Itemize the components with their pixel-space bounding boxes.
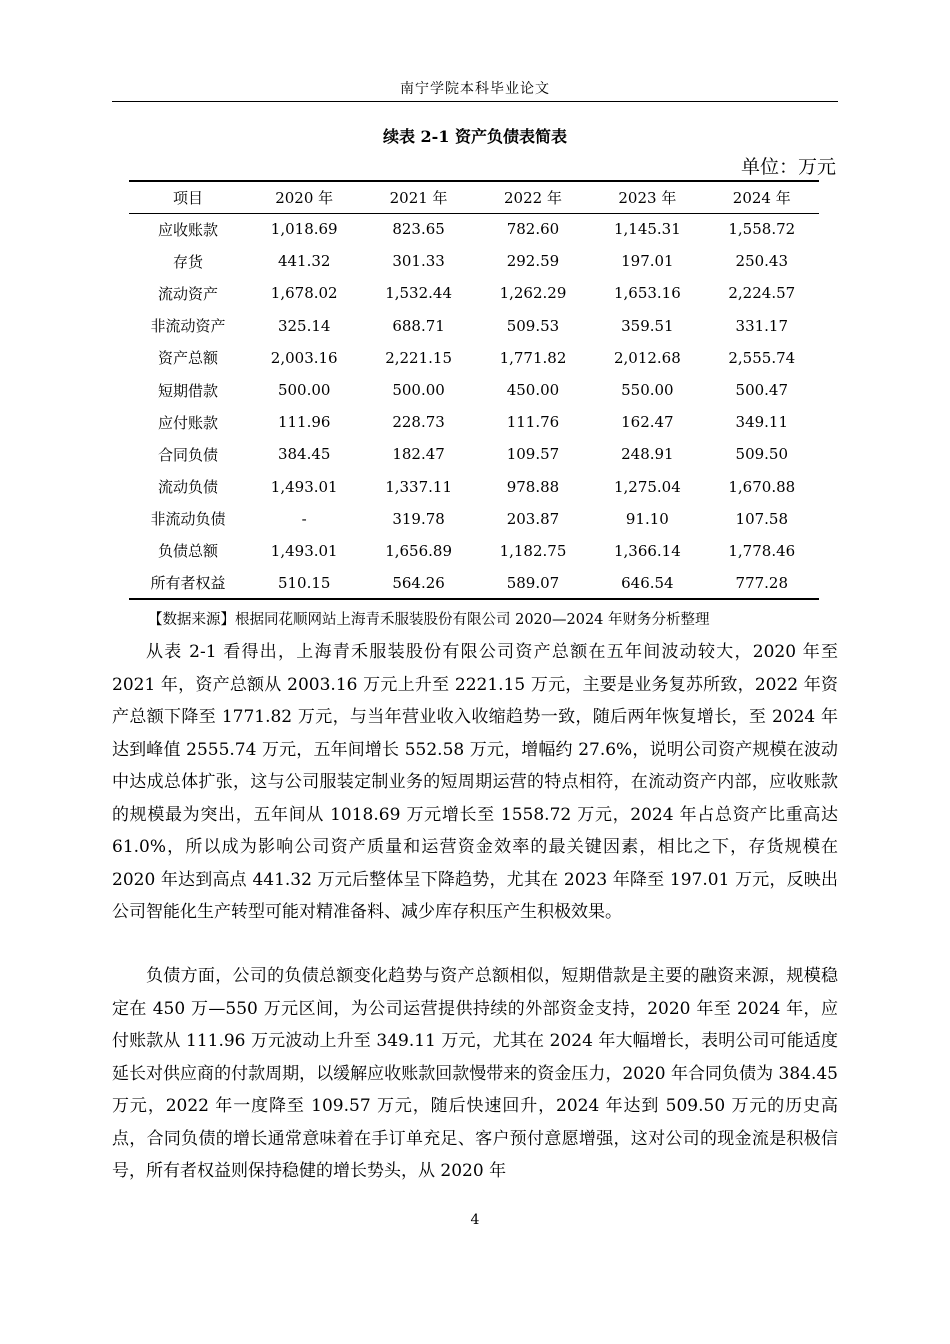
table-unit: 单位：万元 [740, 156, 836, 178]
column-header: 2022 年 [476, 181, 590, 213]
table-row [129, 567, 819, 599]
value-cell: 111.96 [277, 413, 331, 432]
value-cell: 250.43 [735, 252, 789, 271]
column-header: 2021 年 [361, 181, 475, 213]
page-number: 4 [470, 1212, 480, 1228]
value-cell: 319.78 [392, 509, 445, 528]
value-cell: 450.00 [506, 381, 560, 400]
column-header: 项目 [129, 181, 247, 213]
value-cell: 301.33 [392, 252, 445, 271]
value-cell: 2,555.74 [728, 348, 796, 367]
value-cell: 1,653.16 [613, 284, 681, 303]
value-cell: 500.47 [735, 381, 789, 400]
table-row [129, 213, 819, 245]
row-label-cell: 非流动负债 [150, 510, 226, 529]
value-cell: 823.65 [392, 220, 445, 239]
value-cell: 331.17 [735, 316, 789, 335]
value-cell: 1,182.75 [499, 541, 567, 560]
value-cell: 1,018.69 [270, 220, 338, 239]
table-row [129, 471, 819, 503]
value-cell: 978.88 [506, 477, 560, 496]
value-cell: 1,145.31 [613, 220, 681, 239]
value-cell: 509.53 [506, 316, 560, 335]
value-cell: 182.47 [392, 445, 445, 464]
value-cell: 510.15 [247, 567, 361, 599]
value-cell: 109.57 [506, 445, 560, 464]
value-cell: 1,275.04 [613, 477, 681, 496]
value-cell: 1,337.11 [385, 477, 452, 496]
table-title: 续表 2-1 资产负债表简表 [382, 127, 568, 146]
table-row [129, 374, 819, 406]
value-cell: 777.28 [705, 567, 819, 599]
value-cell: - [301, 509, 307, 528]
value-cell: 107.58 [735, 509, 789, 528]
value-cell: 688.71 [392, 316, 445, 335]
row-label-cell: 流动负债 [157, 478, 218, 497]
value-cell: 1,678.02 [270, 284, 338, 303]
value-cell: 1,493.01 [270, 477, 338, 496]
value-cell: 1,558.72 [728, 220, 796, 239]
value-cell: 91.10 [625, 509, 669, 528]
column-header: 2024 年 [705, 181, 819, 213]
column-header: 2023 年 [590, 181, 704, 213]
value-cell: 509.50 [735, 445, 789, 464]
table-row [129, 277, 819, 309]
table-row [129, 406, 819, 438]
row-label-cell: 负债总额 [157, 542, 218, 561]
row-label-cell: 流动资产 [157, 284, 218, 303]
table-row [129, 438, 819, 470]
value-cell: 1,778.46 [728, 541, 796, 560]
value-cell: 359.51 [621, 316, 674, 335]
body-paragraph: 从表 2-1 看得出，上海青禾服装股份有限公司资产总额在五年间波动较大，2020 年至 2021 年，资产总额从 2003.16 万元上升至 2221.15 万元，主要是业务复苏所致，2022 年资产总额下降至 1771.82 万元，与当年营业收入收缩趋势一致，随后两年恢复增长，至 2024 年达到峰值 2555.74 万元，五年间增长 552.58 万元，增幅约 27.6%，说明公司资产规模在波动中达成总体扩张，这与公司服装定制业务的短周期运营的特点相符，在流动资产内部，应收账款的规模最为突出，五年间从 1018.69 万元增长至 1558.72 万元，2024 年占总资产比重高达 61.0%，所以成为影响公司资产质量和运营资金效率的最关键因素，相比之下，存货规模在 2020 年达到高点 441.32 万元后整体呈下降趋势，尤其在 2023 年降至 197.01 万元，反映出公司智能化生产转型可能对精准备料、减少库存积压产生积极效果。 [112, 642, 838, 922]
value-cell: 2,224.57 [728, 284, 796, 303]
header-rule [112, 101, 838, 102]
value-cell: 564.26 [361, 567, 475, 599]
value-cell: 203.87 [506, 509, 560, 528]
value-cell: 2,221.15 [385, 348, 452, 367]
value-cell: 1,366.14 [613, 541, 681, 560]
value-cell: 384.45 [277, 445, 331, 464]
value-cell: 248.91 [621, 445, 674, 464]
balance-sheet-table [129, 180, 819, 600]
column-header: 2020 年 [247, 181, 361, 213]
value-cell: 550.00 [621, 381, 674, 400]
body-paragraph: 负债方面，公司的负债总额变化趋势与资产总额相似，短期借款是主要的融资来源，规模稳定在 450 万—550 万元区间，为公司运营提供持续的外部资金支持，2020 年至 2024 年，应付账款从 111.96 万元波动上升至 349.11 万元，尤其在 2024 年大幅增长，表明公司可能适度延长对供应商的付款周期，以缓解应收账款回款慢带来的资金压力，2020 年合同负债为 384.45 万元，2022 年一度降至 109.57 万元，随后快速回升，2024 年达到 509.50 万元的历史高点，合同负债的增长通常意味着在手订单充足、客户预付意愿增强，这对公司的现金流是积极信号，所有者权益则保持稳健的增长势头，从 2020 年 [112, 966, 838, 1181]
value-cell: 589.07 [476, 567, 590, 599]
value-cell: 2,012.68 [613, 348, 681, 367]
row-label-cell: 所有者权益 [129, 567, 247, 599]
value-cell: 500.00 [392, 381, 445, 400]
value-cell: 111.76 [506, 413, 560, 432]
row-label-cell: 非流动资产 [150, 317, 226, 336]
table-row [129, 342, 819, 374]
value-cell: 1,656.89 [385, 541, 452, 560]
value-cell: 2,003.16 [270, 348, 338, 367]
value-cell: 228.73 [392, 413, 445, 432]
row-label-cell: 资产总额 [157, 349, 218, 368]
value-cell: 1,532.44 [385, 284, 452, 303]
row-label-cell: 短期借款 [157, 381, 218, 400]
value-cell: 1,670.88 [728, 477, 796, 496]
table-body [129, 213, 819, 599]
table-row [129, 503, 819, 535]
value-cell: 197.01 [621, 252, 674, 271]
table-header-row [129, 181, 819, 213]
table-row [129, 535, 819, 567]
row-label-cell: 合同负债 [157, 445, 218, 464]
value-cell: 292.59 [506, 252, 560, 271]
row-label-cell: 存货 [172, 252, 203, 271]
value-cell: 1,262.29 [499, 284, 567, 303]
value-cell: 441.32 [277, 252, 331, 271]
table-row [129, 310, 819, 342]
value-cell: 349.11 [735, 413, 789, 432]
table-row [129, 245, 819, 277]
value-cell: 325.14 [277, 316, 331, 335]
value-cell: 500.00 [277, 381, 331, 400]
value-cell: 1,493.01 [270, 541, 338, 560]
value-cell: 646.54 [590, 567, 704, 599]
row-label-cell: 应付账款 [157, 413, 218, 432]
table-source-note: 【数据来源】根据同花顺网站上海青禾服装股份有限公司 2020—2024 年财务分析整理 [148, 612, 710, 628]
value-cell: 162.47 [621, 413, 674, 432]
running-header: 南宁学院本科毕业论文 [400, 81, 550, 97]
row-label-cell: 应收账款 [157, 220, 218, 239]
value-cell: 782.60 [506, 220, 560, 239]
value-cell: 1,771.82 [499, 348, 567, 367]
